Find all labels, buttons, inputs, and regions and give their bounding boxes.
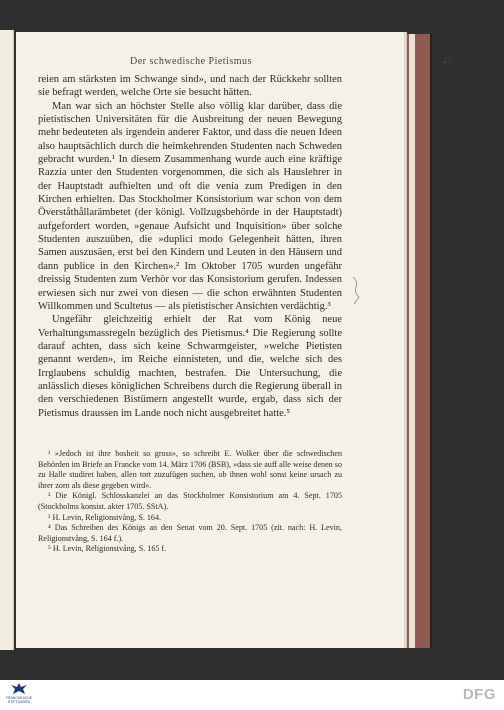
paragraph: Man war sich an höchster Stelle also völlig klar darüber, dass die pietistischen Universitäten für die Ausbreitung der neuen Bewegung mehr bedeuteten als irgendein anderer Faktor, und dass die neuen Ideen also hauptsächlich durch die heimkehrenden Studenten nach Schweden gebracht wurden.¹ In diesem Zusammenhang wurde auch eine kräftige Razzia unter den Studenten vorgenommen, die sich als Hauslehrer in der Hauptstadt aufhielten und oft die venia zum Predigen in den Kirchen erhielten. Das Stockholmer Konsistorium war schon von dem Överståthållarämbetet (der königl. Vollzugsbehörde in der Hauptstadt) aufgefordert worden, »genaue Aufsicht und Inquisition» über solche Studenten auszuüben, die »duplici modo Gelegenheit hätten, ihren Samen auszusäen, erst bei den Kindern und Leuten in den Häusern und dann publice in den Kirchen».² Im Oktober 1705 wurden ungefähr dreissig Studenten zum Verhör vor das Konsistorium gerufen. Indessen erwiesen sich nur zwei von diesen — die schon erwähnten Studenten Willkommen und Scultetus — als pietistischer Ansichten verdächtig.³ <box>38 100 342 312</box>
footnote: ¹ »Jedoch ist ihre bosheit so gross», so schreibt E. Wolker über die schwedischen Behörden im Briefe an Francke vom 14. März 1706 (BSB), »dass sie auff alle weise denen so zu Halle studiret haben, allen tort zuzufügen suchen, ob ihnen wohl sonst keine ursach zu ihrer zorn als diese gegeben wird». <box>38 449 342 490</box>
adjacent-page-edge <box>0 30 14 650</box>
footnote: ⁴ Das Schreiben des Königs an den Senat vom 20. Sept. 1705 (zit. nach: H. Levin, Religionstvång, S. 164 f.). <box>38 523 342 543</box>
library-logo-text: FRANCKESCHE STIFTUNGEN <box>5 696 32 704</box>
paragraph: Ungefähr gleichzeitig erhielt der Rat vom König neue Verhaltungsmassregeln bezüglich des Pietismus.⁴ Die Regierung sollte darauf achten, dass sich keine Schwarmgeister, »welche Pietisten genannt werden», im Reiche einnisteten, und die, welche sich des Irrglaubens schuldig machten, bestrafen. Die Untersuchung, die anlässlich dieses königlichen Schreibens durch die Regierung überall in den verschiedenen Bistümern angestellt wurde, ergab, dass sich der Pietismus draussen im Lande noch nicht ausgebreitet hatte.⁵ <box>38 314 342 419</box>
page-number: 47 <box>442 56 452 67</box>
dfg-logo[interactable]: DFG <box>462 686 496 703</box>
footnote: ⁵ H. Levin, Religionstvång, S. 165 f. <box>48 544 167 554</box>
running-head <box>0 56 504 70</box>
library-logo[interactable] <box>4 682 34 708</box>
footnote: ² Die Königl. Schlosskanzlei an das Stockholmer Konsistorium am 4. Sept. 1705 (Stockholms konsist. akter 1705. SStA). <box>38 491 342 511</box>
eagle-emblem-icon <box>4 682 34 696</box>
viewer-footer-bar <box>0 680 504 710</box>
running-title: Der schwedische Pietismus <box>130 56 252 67</box>
footnote: ³ H. Levin, Religionstvång, S. 164. <box>48 512 162 522</box>
main-text <box>38 73 342 420</box>
page-block-stripe <box>409 34 415 648</box>
footnotes <box>38 449 342 555</box>
paragraph: reien am stärksten im Schwange sind», und nach der Rückkehr sollten sie befragt werden, welche Orte sie besucht hätten. <box>38 74 342 99</box>
book-cover-edge <box>402 34 432 648</box>
pencil-bracket-mark <box>350 275 364 305</box>
